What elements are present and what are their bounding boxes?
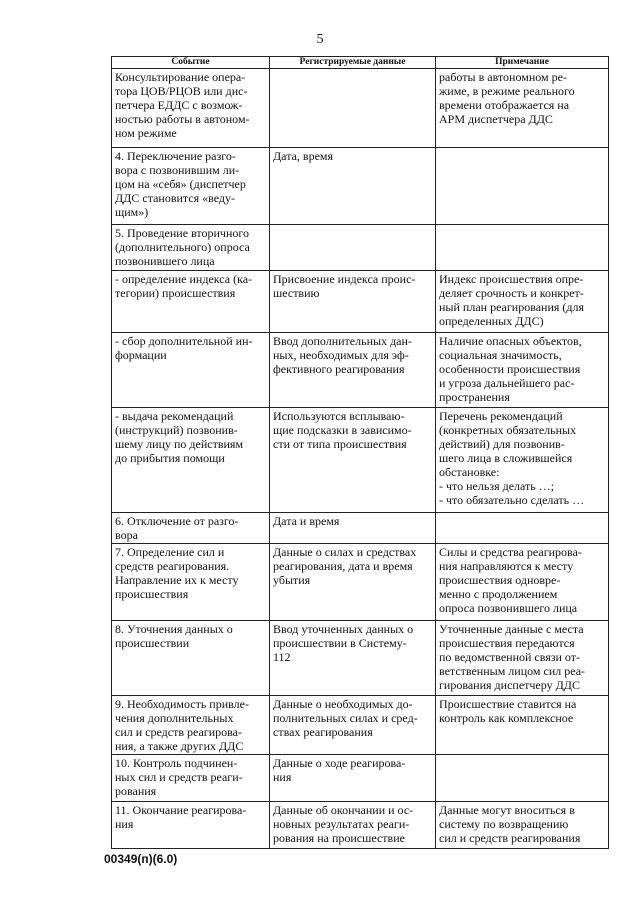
cell-text: Данные о ходе реагирова- ния [273,756,406,784]
table-cell [436,755,609,802]
table-cell [436,225,609,271]
cell-text: - выдача рекомендаций (инструкций) позвонив- шему лицу по действиям до прибытия помощи [115,409,244,465]
column-header-registered-data: Регистрируемые данные [270,57,436,69]
table-cell [112,696,270,755]
cell-text: Перечень рекомендаций (конкретных обязательных действий) для позвонив- шего лица в сложившейся обстановке: - что нельзя делать …; - что обязательно сделать … [439,409,585,507]
cell-text: Консультирование опера- тора ЦОВ/РЦОВ или дис- петчера ЕДДС с возмож- ностью работы в автоном- ном режиме [115,70,250,140]
table-cell [436,802,609,849]
cell-text: Данные о необходимых до- полнительных силах и сред- ствах реагирования [273,697,418,739]
table-cell [270,408,436,513]
cell-text: Происшествие ставится на контроль как комплексное [439,697,577,725]
cell-text: Уточненные данные с места происшествия передаются по ведомственной связи от- ветственным лицом сил реа- гирования диспетчеру ДДС [439,622,586,692]
table-header-row [112,57,609,69]
table-cell [112,148,270,225]
cell-text: - определение индекса (ка- тегории) происшествия [115,272,253,300]
table-cell [436,69,609,148]
table-cell [436,696,609,755]
table-cell [270,755,436,802]
table-cell [270,544,436,621]
cell-text: Используются всплываю- щие подсказки в зависимо- сти от типа происшествия [273,409,412,451]
table-cell [270,802,436,849]
table-cell [270,271,436,333]
table-row [112,408,609,513]
column-header-note: Примечание [436,57,609,69]
table-row [112,802,609,849]
cell-text: Наличие опасных объектов, социальная значимость, особенности происшествия и угроза дальнейшего рас- пространения [439,334,582,404]
cell-text: работы в автономном ре- жиме, в режиме реального времени отображается на АРМ диспетчера ДДС [439,70,575,126]
table-row [112,333,609,408]
table-row [112,225,609,271]
cell-text: Индекс происшествия опре- деляет срочность и конкрет- ный план реагирования (для определенных ДДС) [439,272,585,328]
cell-text: 5. Проведение вторичного (дополнительного) опроса позвонившего лица [115,226,250,268]
table-cell [270,513,436,544]
cell-text: Ввод уточненных данных о происшествии в Систему- 112 [273,622,414,664]
table-row [112,696,609,755]
cell-text: 10. Контроль подчинен- ных сил и средств реаги- рования [115,756,243,798]
cell-text: 7. Определение сил и средств реагирования. Направление их к месту происшествия [115,545,239,601]
events-table [111,56,609,849]
column-header-event: Событие [112,57,270,69]
cell-text: Ввод дополнительных дан- ных, необходимых для эф- фективного реагирования [273,334,412,376]
cell-text: Данные могут вноситься в систему по возвращению сил и средств реагирования [439,803,581,845]
table-cell [436,408,609,513]
table-cell [436,513,609,544]
table-cell [436,544,609,621]
cell-text: Данные об окончании и ос- новных результатах реаги- рования на происшествие [273,803,414,845]
table-cell [270,696,436,755]
cell-text: Присвоение индекса проис- шествию [273,272,416,300]
table-cell [270,225,436,271]
table-cell [112,513,270,544]
table-cell [112,544,270,621]
cell-text: 8. Уточнения данных о происшествии [115,622,233,650]
table-row [112,621,609,696]
cell-text: Силы и средства реагирова- ния направляются к месту происшествия одновре- менно с продолжением опроса позвонившего лица [439,545,582,615]
table-row [112,513,609,544]
table-row [112,544,609,621]
cell-text: - сбор дополнительной ин- формации [115,334,253,362]
table-cell [436,271,609,333]
table-row [112,271,609,333]
table-row [112,148,609,225]
cell-text: 4. Переключение разго- вора с позвонившим ли- цом на «себя» (диспетчер ДДС становится «веду- щим») [115,149,246,219]
cell-text: 6. Отключение от разго- вора [115,514,239,542]
table-cell [112,755,270,802]
cell-text: 11. Окончание реагирова- ния [115,803,247,831]
table-cell [112,621,270,696]
table-cell [112,333,270,408]
table-cell [112,271,270,333]
cell-text: 9. Необходимость привле- чения дополнительных сил и средств реагирова- ния, а также других ДДС [115,697,249,753]
table-cell [270,333,436,408]
table-cell [112,802,270,849]
table-cell [112,225,270,271]
cell-text: Данные о силах и средствах реагирования, дата и время убытия [273,545,417,587]
table-row [112,755,609,802]
table-cell [436,148,609,225]
table-cell [270,621,436,696]
table-cell [436,621,609,696]
table-cell [112,69,270,148]
cell-text: Дата, время [273,149,334,163]
table-cell [270,69,436,148]
table-cell [436,333,609,408]
page-number: 5 [316,32,324,47]
table-cell [270,148,436,225]
table-cell [112,408,270,513]
table-row [112,69,609,148]
cell-text: Дата и время [273,514,340,528]
document-code: 00349(п)(6.0) [104,852,178,866]
